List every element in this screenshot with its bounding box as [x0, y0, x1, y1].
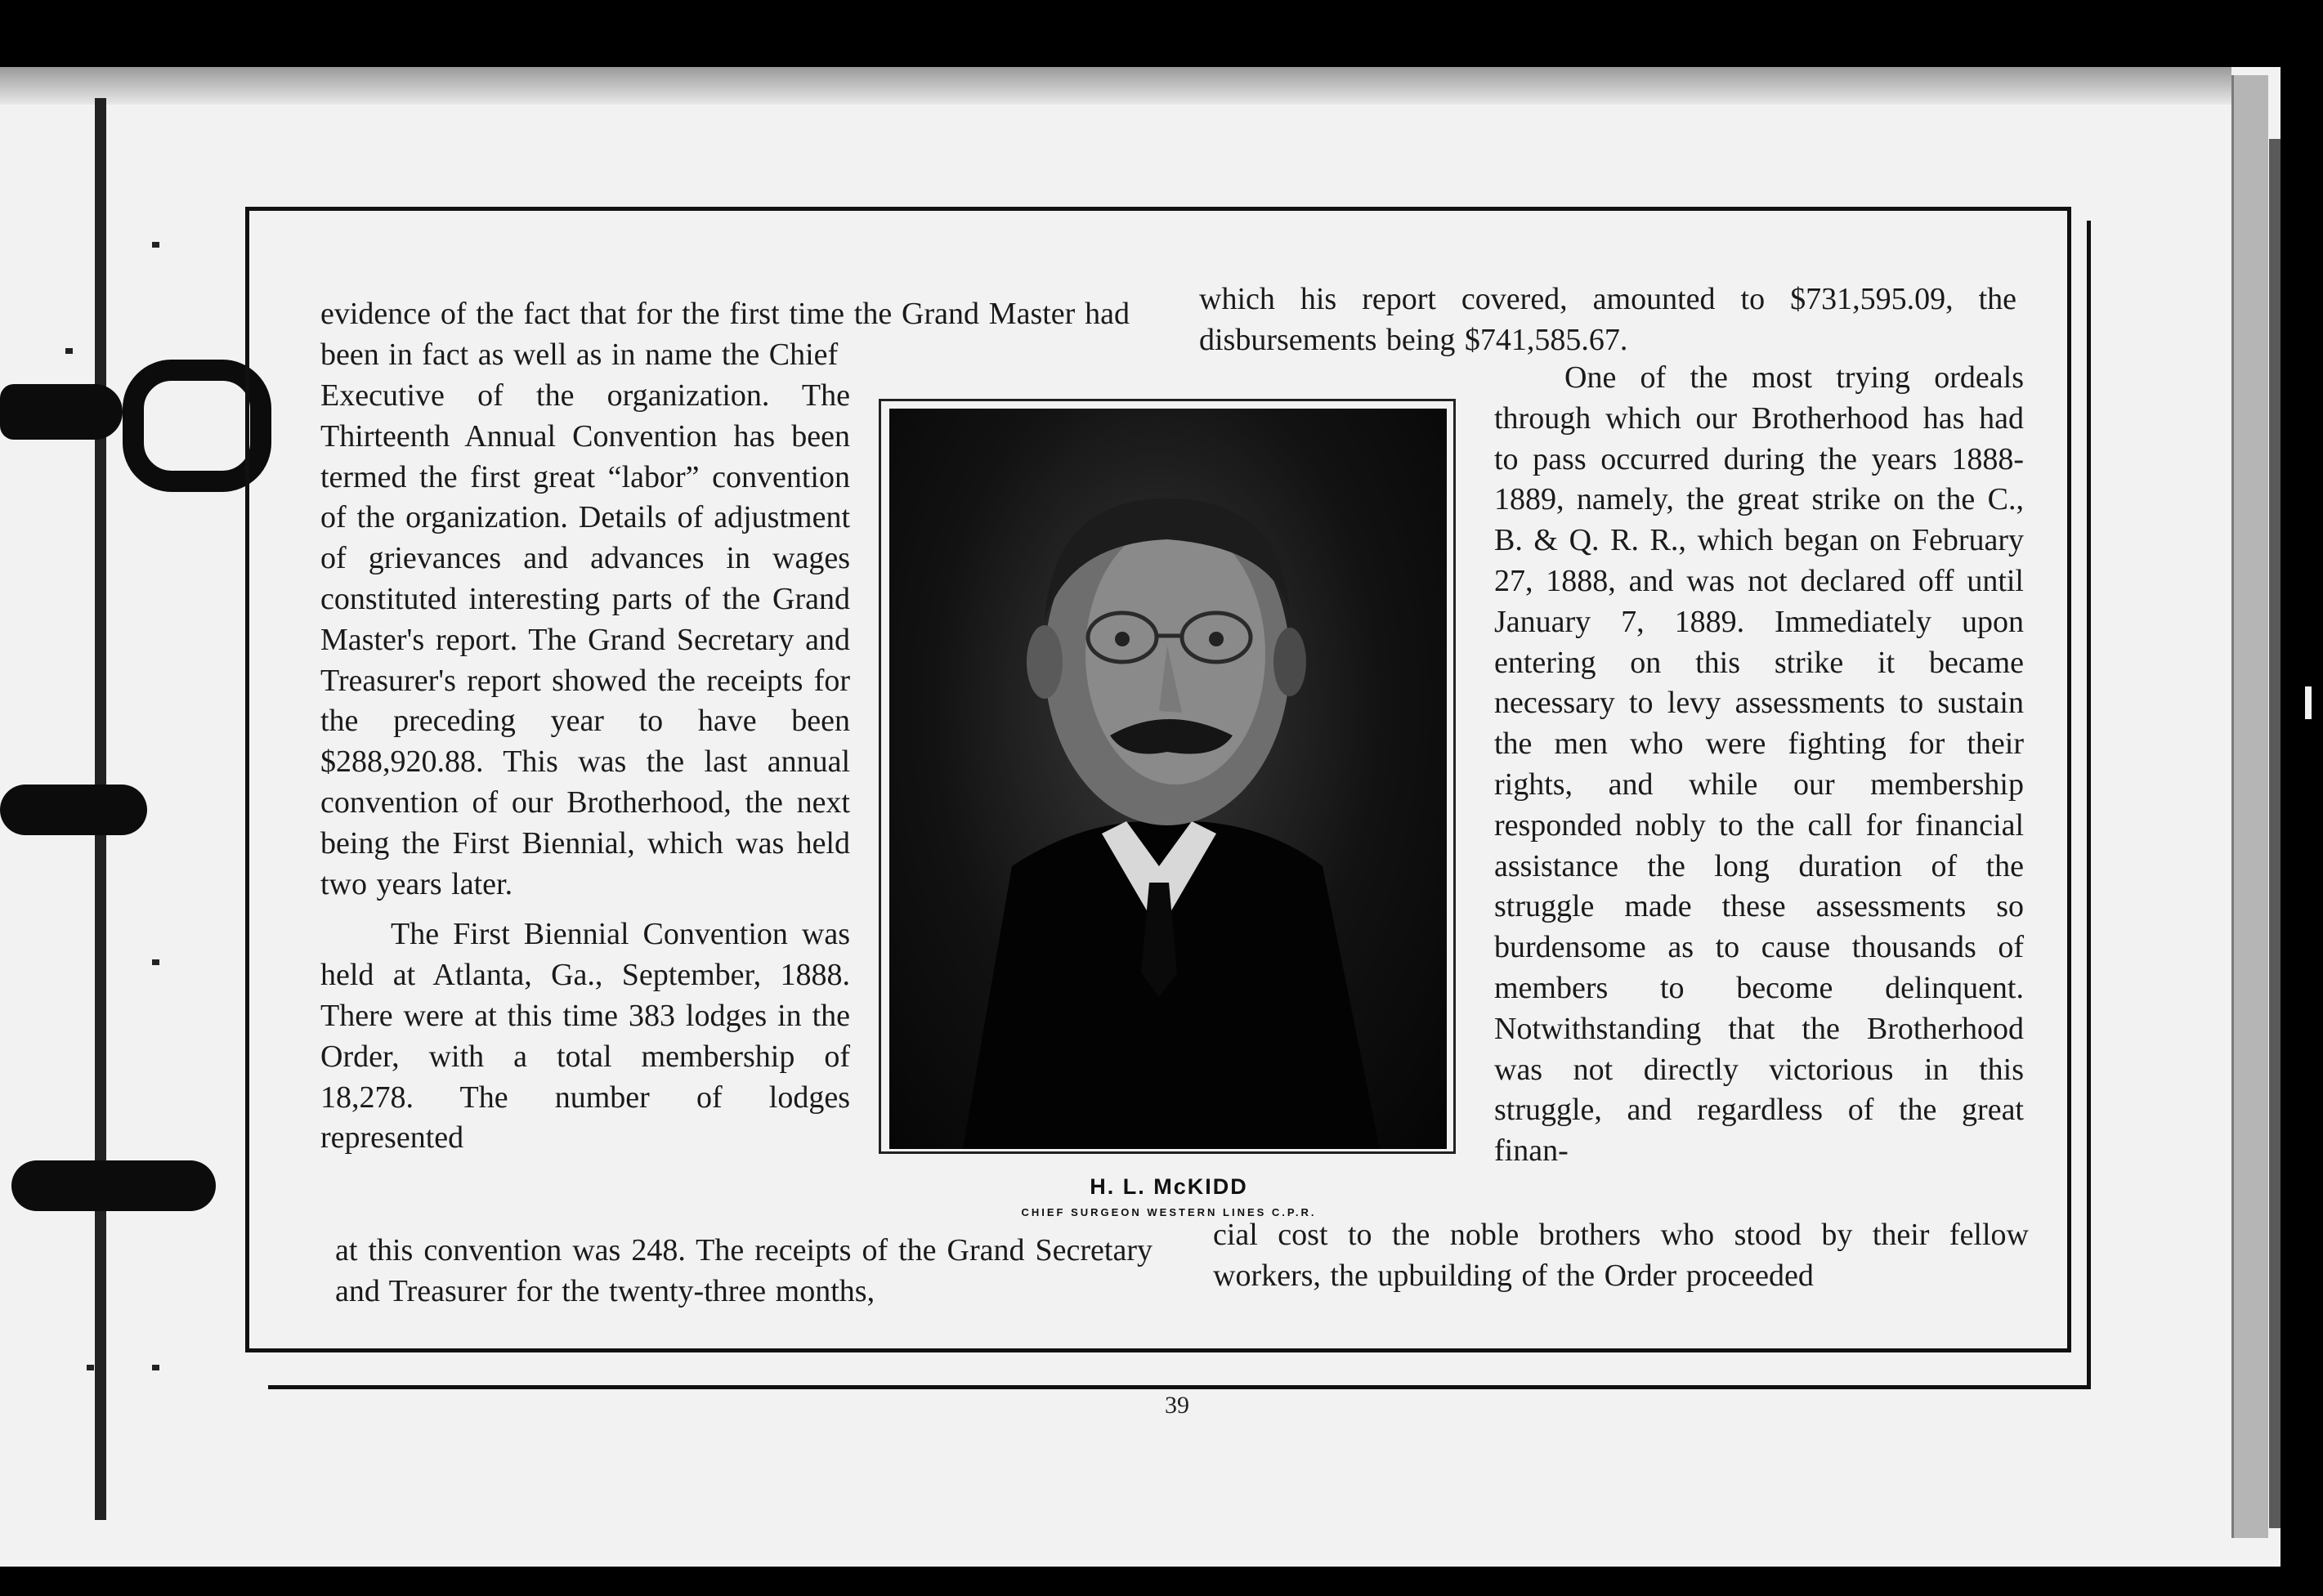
portrait-photo: [889, 409, 1447, 1149]
left-column-top-text: [320, 294, 1130, 376]
edge-mark: [2305, 686, 2312, 719]
left-column-paragraph-2: The First Biennial Convention was held at Atlanta, Ga., September, 1888. There were at this time 383 lodges in the Order, with a total membership of 18,278. The number of lodges represented: [320, 917, 850, 1156]
page-top-shadow: [0, 67, 2231, 105]
left-column-bottom-text: [335, 1231, 1153, 1312]
right-column-bottom-paragraph: cial cost to the noble brothers who stood by their fellow workers, the upbuilding of the Order proceeded: [1213, 1218, 2029, 1293]
margin-mark: [152, 959, 159, 965]
page-right-edge: [2231, 75, 2268, 1538]
right-column-paragraph-1: One of the most trying ordeals through which our Brotherhood has had to pass occurred during the years 1888-1889, namely, the great strike on the C., B. & Q. R. R., which began on February 27, 1888, and was not declared off until January 7, 1889. Immediately upon entering on this strike it became necessary to levy assessments to sustain the men who were fighting for their rights, and while our membership responded nobly to the call for financial assistance the long duration of the struggle made these assessments so burdensome as to cause thousands of members to become delinquent. Notwithstanding that the Brotherhood was not directly victorious in this struggle, and regardless of the great finan-: [1494, 360, 2024, 1169]
right-column-top-text: [1199, 279, 2016, 361]
left-column-paragraph-1: Executive of the organization. The Thirteenth Annual Convention has been termed the first great “labor” convention of the organization. Details of adjustment of grievances and advances in wages constituted interesting parts of the Grand Master's report. The Grand Secretary and Treasurer's report showed the receipts for the preceding year to have been $288,920.88. This was the last annual convention of our Brotherhood, the next being the First Biennial, which was held two years later.: [320, 378, 850, 901]
page-number: 39: [1165, 1392, 1189, 1419]
right-column-bottom-text: [1213, 1215, 2029, 1297]
portrait-caption-title: CHIEF SURGEON WESTERN LINES C.P.R.: [1021, 1206, 1317, 1218]
margin-mark: [152, 1365, 159, 1370]
portrait-figure: [889, 409, 1447, 1149]
margin-mark: [152, 242, 159, 248]
frame-bottom-rule: [268, 1385, 2091, 1389]
binding-ring-middle: [0, 785, 147, 835]
margin-mark: [87, 1365, 94, 1370]
frame-right-rule: [2087, 221, 2091, 1385]
left-column-side-text: [320, 376, 850, 1159]
binder-edge: [2269, 139, 2280, 1528]
binding-ring-top: [0, 384, 123, 440]
portrait-caption-name: H. L. McKIDD: [1090, 1174, 1248, 1199]
right-column-side-text: [1494, 358, 2024, 1172]
right-column-top-paragraph: which his report covered, amounted to $731,595.09, the disbursements being $741,585.67.: [1199, 282, 2016, 357]
binding-ring-bottom: [11, 1160, 216, 1211]
left-column-bottom-paragraph: at this convention was 248. The receipts of the Grand Secretary and Treasurer for the twenty-three months,: [335, 1233, 1153, 1308]
left-column-top-paragraph: evidence of the fact that for the first time the Grand Master had been in fact as well as in name the Chief: [320, 297, 1130, 372]
margin-mark: [65, 348, 73, 354]
